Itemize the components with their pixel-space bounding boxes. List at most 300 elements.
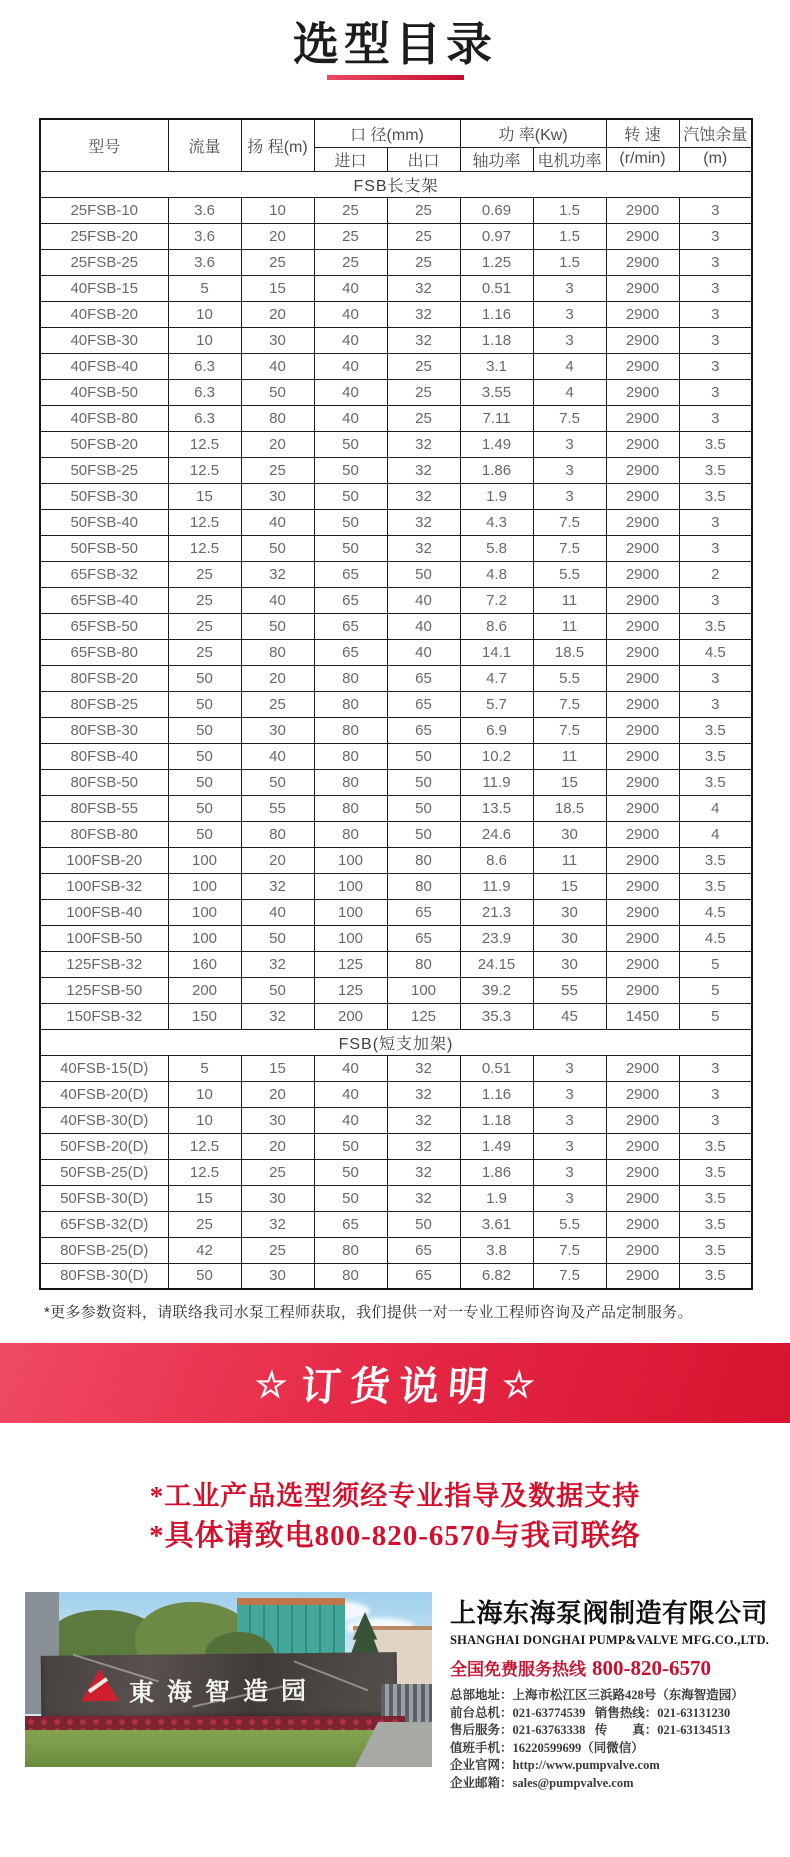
value-cell: 4 [533, 379, 606, 405]
model-cell: 80FSB-80 [40, 821, 168, 847]
value-cell: 0.51 [460, 275, 533, 301]
value-cell: 2900 [606, 275, 679, 301]
value-cell: 30 [241, 1185, 314, 1211]
value-cell: 65 [314, 587, 387, 613]
value-cell: 80 [241, 405, 314, 431]
model-cell: 40FSB-50 [40, 379, 168, 405]
value-cell: 32 [241, 1003, 314, 1029]
value-cell: 11 [533, 743, 606, 769]
value-cell: 40 [314, 379, 387, 405]
value-cell: 3 [679, 353, 752, 379]
model-cell: 65FSB-50 [40, 613, 168, 639]
value-cell: 15 [168, 1185, 241, 1211]
value-cell: 80 [314, 821, 387, 847]
title-underline [327, 75, 464, 80]
value-cell: 2900 [606, 1081, 679, 1107]
value-cell: 100 [314, 873, 387, 899]
value-cell: 25 [387, 223, 460, 249]
model-cell: 80FSB-20 [40, 665, 168, 691]
value-cell: 11.9 [460, 873, 533, 899]
value-cell: 40 [241, 509, 314, 535]
model-cell: 100FSB-20 [40, 847, 168, 873]
header-model: 型号 [40, 119, 168, 171]
table-row [40, 535, 752, 561]
value-cell: 65 [314, 613, 387, 639]
header-flow: 流量 [168, 119, 241, 171]
value-cell: 42 [168, 1237, 241, 1263]
table-header-row-1 [40, 119, 752, 147]
value-cell: 20 [241, 665, 314, 691]
value-cell: 45 [533, 1003, 606, 1029]
value-cell: 25 [168, 587, 241, 613]
value-cell: 2900 [606, 587, 679, 613]
value-cell: 5 [168, 1055, 241, 1081]
value-cell: 12.5 [168, 1133, 241, 1159]
table-footnote: *更多参数资料，请联络我司水泵工程师获取，我们提供一对一专业工程师咨询及产品定制服务。 [44, 1304, 693, 1321]
value-cell: 1.18 [460, 327, 533, 353]
header-motor-power: 电机功率 [533, 147, 606, 171]
model-cell: 125FSB-50 [40, 977, 168, 1003]
table-row [40, 639, 752, 665]
value-cell: 50 [314, 431, 387, 457]
value-cell: 65 [314, 1211, 387, 1237]
table-row [40, 795, 752, 821]
table-row [40, 275, 752, 301]
value-cell: 3 [533, 1081, 606, 1107]
value-cell: 3.5 [679, 873, 752, 899]
company-contact-lines [450, 1687, 786, 1793]
table-row [40, 379, 752, 405]
value-cell: 3.6 [168, 197, 241, 223]
value-cell: 32 [387, 509, 460, 535]
value-cell: 50 [241, 535, 314, 561]
value-cell: 20 [241, 223, 314, 249]
value-cell: 50 [387, 795, 460, 821]
value-cell: 2900 [606, 1237, 679, 1263]
value-cell: 3.5 [679, 1159, 752, 1185]
table-row [40, 1081, 752, 1107]
value-cell: 13.5 [460, 795, 533, 821]
value-cell: 2900 [606, 249, 679, 275]
value-cell: 55 [533, 977, 606, 1003]
model-cell: 100FSB-40 [40, 899, 168, 925]
value-cell: 30 [533, 951, 606, 977]
value-cell: 65 [387, 925, 460, 951]
value-cell: 15 [241, 275, 314, 301]
value-cell: 1.16 [460, 1081, 533, 1107]
value-cell: 50 [168, 665, 241, 691]
model-cell: 40FSB-40 [40, 353, 168, 379]
value-cell: 80 [314, 1263, 387, 1289]
value-cell: 7.2 [460, 587, 533, 613]
value-cell: 8.6 [460, 847, 533, 873]
value-cell: 2900 [606, 665, 679, 691]
value-cell: 3 [679, 197, 752, 223]
value-cell: 7.5 [533, 717, 606, 743]
contact-line-address: 总部地址：上海市松江区三浜路428号（东海智造园） [450, 1688, 744, 1702]
table-row [40, 483, 752, 509]
contact-line-service-fax: 售后服务：021-63763338 传 真：021-63134513 [450, 1723, 731, 1738]
value-cell: 50 [168, 769, 241, 795]
value-cell: 2900 [606, 1185, 679, 1211]
value-cell: 3.5 [679, 1133, 752, 1159]
value-cell: 3 [533, 1159, 606, 1185]
value-cell: 11 [533, 847, 606, 873]
value-cell: 2900 [606, 509, 679, 535]
value-cell: 32 [387, 1133, 460, 1159]
value-cell: 32 [387, 1107, 460, 1133]
value-cell: 14.1 [460, 639, 533, 665]
model-cell: 80FSB-55 [40, 795, 168, 821]
value-cell: 3.5 [679, 1211, 752, 1237]
value-cell: 25 [168, 1211, 241, 1237]
star-icon: ☆ [500, 1363, 537, 1405]
value-cell: 3 [679, 301, 752, 327]
value-cell: 3.5 [679, 1263, 752, 1289]
value-cell: 50 [314, 1159, 387, 1185]
value-cell: 2900 [606, 769, 679, 795]
model-cell: 80FSB-50 [40, 769, 168, 795]
value-cell: 32 [387, 1081, 460, 1107]
value-cell: 2900 [606, 873, 679, 899]
value-cell: 2900 [606, 847, 679, 873]
value-cell: 3.5 [679, 717, 752, 743]
value-cell: 21.3 [460, 899, 533, 925]
table-section-label: FSB长支架 [40, 171, 752, 197]
value-cell: 8.6 [460, 613, 533, 639]
value-cell: 32 [387, 1159, 460, 1185]
value-cell: 32 [241, 873, 314, 899]
value-cell: 2900 [606, 483, 679, 509]
header-diameter: 口 径(mm) [314, 119, 460, 147]
value-cell: 4.3 [460, 509, 533, 535]
table-row [40, 405, 752, 431]
value-cell: 65 [387, 665, 460, 691]
value-cell: 10 [168, 301, 241, 327]
value-cell: 32 [387, 275, 460, 301]
value-cell: 32 [241, 1211, 314, 1237]
model-cell: 50FSB-30(D) [40, 1185, 168, 1211]
value-cell: 3 [679, 379, 752, 405]
value-cell: 2900 [606, 1263, 679, 1289]
model-cell: 125FSB-32 [40, 951, 168, 977]
value-cell: 2900 [606, 951, 679, 977]
value-cell: 18.5 [533, 639, 606, 665]
value-cell: 4.5 [679, 639, 752, 665]
value-cell: 40 [241, 899, 314, 925]
table-row [40, 1185, 752, 1211]
value-cell: 65 [387, 1237, 460, 1263]
value-cell: 25 [241, 1237, 314, 1263]
table-row [40, 899, 752, 925]
value-cell: 100 [168, 847, 241, 873]
value-cell: 10 [168, 1081, 241, 1107]
table-row [40, 717, 752, 743]
table-row [40, 613, 752, 639]
model-cell: 40FSB-30(D) [40, 1107, 168, 1133]
value-cell: 3.1 [460, 353, 533, 379]
order-info-banner [0, 1343, 790, 1423]
contact-line-website: 企业官网：http://www.pumpvalve.com [450, 1758, 660, 1773]
table-row [40, 847, 752, 873]
value-cell: 25 [387, 249, 460, 275]
value-cell: 100 [168, 873, 241, 899]
model-cell: 50FSB-40 [40, 509, 168, 535]
value-cell: 100 [314, 847, 387, 873]
value-cell: 30 [241, 483, 314, 509]
value-cell: 2900 [606, 301, 679, 327]
table-row [40, 977, 752, 1003]
table-row [40, 1107, 752, 1133]
order-banner-text [253, 1355, 537, 1412]
value-cell: 2900 [606, 743, 679, 769]
value-cell: 24.15 [460, 951, 533, 977]
value-cell: 3.6 [168, 223, 241, 249]
value-cell: 80 [241, 821, 314, 847]
value-cell: 3 [679, 1055, 752, 1081]
value-cell: 15 [241, 1055, 314, 1081]
value-cell: 25 [387, 353, 460, 379]
value-cell: 30 [241, 1107, 314, 1133]
value-cell: 30 [241, 327, 314, 353]
value-cell: 10 [168, 1107, 241, 1133]
value-cell: 5.5 [533, 561, 606, 587]
value-cell: 40 [387, 587, 460, 613]
value-cell: 1.18 [460, 1107, 533, 1133]
value-cell: 32 [387, 1055, 460, 1081]
value-cell: 40 [241, 587, 314, 613]
value-cell: 50 [314, 535, 387, 561]
header-outlet: 出口 [387, 147, 460, 171]
value-cell: 25 [241, 457, 314, 483]
value-cell: 1.25 [460, 249, 533, 275]
value-cell: 30 [533, 821, 606, 847]
value-cell: 32 [387, 301, 460, 327]
value-cell: 0.69 [460, 197, 533, 223]
value-cell: 35.3 [460, 1003, 533, 1029]
value-cell: 3 [679, 1081, 752, 1107]
table-row [40, 1003, 752, 1029]
factory-photo [25, 1592, 432, 1767]
value-cell: 39.2 [460, 977, 533, 1003]
value-cell: 40 [314, 353, 387, 379]
company-name: 上海东海泵阀制造有限公司 [450, 1598, 769, 1628]
contact-line-email: 企业邮箱：sales@pumpvalve.com [450, 1775, 634, 1790]
value-cell: 40 [314, 1081, 387, 1107]
value-cell: 6.9 [460, 717, 533, 743]
value-cell: 2 [679, 561, 752, 587]
value-cell: 3 [533, 1055, 606, 1081]
value-cell: 3 [679, 405, 752, 431]
value-cell: 1.49 [460, 1133, 533, 1159]
value-cell: 3 [679, 1107, 752, 1133]
value-cell: 40 [314, 327, 387, 353]
value-cell: 11 [533, 613, 606, 639]
value-cell: 25 [387, 379, 460, 405]
value-cell: 3 [533, 275, 606, 301]
model-cell: 50FSB-20 [40, 431, 168, 457]
order-banner-label: 订货说明 [299, 1364, 499, 1409]
model-cell: 80FSB-40 [40, 743, 168, 769]
value-cell: 2900 [606, 717, 679, 743]
value-cell: 32 [387, 431, 460, 457]
value-cell: 65 [314, 639, 387, 665]
value-cell: 1.86 [460, 457, 533, 483]
value-cell: 2900 [606, 353, 679, 379]
value-cell: 200 [314, 1003, 387, 1029]
value-cell: 50 [168, 1263, 241, 1289]
value-cell: 7.11 [460, 405, 533, 431]
table-row [40, 1263, 752, 1289]
value-cell: 2900 [606, 613, 679, 639]
value-cell: 32 [387, 535, 460, 561]
table-row [40, 925, 752, 951]
table-row [40, 457, 752, 483]
company-hotline [450, 1655, 786, 1681]
value-cell: 3 [533, 301, 606, 327]
hotline-label: 全国免费服务热线 [450, 1660, 586, 1679]
value-cell: 3 [679, 327, 752, 353]
value-cell: 6.3 [168, 379, 241, 405]
table-row [40, 769, 752, 795]
value-cell: 40 [241, 743, 314, 769]
value-cell: 4.8 [460, 561, 533, 587]
value-cell: 2900 [606, 1159, 679, 1185]
model-cell: 40FSB-15(D) [40, 1055, 168, 1081]
value-cell: 23.9 [460, 925, 533, 951]
value-cell: 2900 [606, 431, 679, 457]
value-cell: 12.5 [168, 509, 241, 535]
value-cell: 3 [533, 1185, 606, 1211]
value-cell: 50 [168, 691, 241, 717]
page-title: 选型目录 [293, 18, 497, 70]
value-cell: 3 [679, 587, 752, 613]
value-cell: 1.5 [533, 249, 606, 275]
value-cell: 11.9 [460, 769, 533, 795]
value-cell: 100 [314, 899, 387, 925]
model-cell: 40FSB-30 [40, 327, 168, 353]
value-cell: 2900 [606, 379, 679, 405]
value-cell: 40 [314, 1055, 387, 1081]
value-cell: 3.61 [460, 1211, 533, 1237]
value-cell: 3 [533, 1133, 606, 1159]
value-cell: 80 [314, 743, 387, 769]
value-cell: 125 [314, 951, 387, 977]
model-cell: 65FSB-80 [40, 639, 168, 665]
value-cell: 1.5 [533, 197, 606, 223]
value-cell: 50 [314, 1133, 387, 1159]
value-cell: 4 [679, 795, 752, 821]
value-cell: 20 [241, 301, 314, 327]
value-cell: 25 [314, 249, 387, 275]
value-cell: 10.2 [460, 743, 533, 769]
header-npsh-unit: (m) [679, 147, 752, 171]
value-cell: 40 [241, 353, 314, 379]
value-cell: 12.5 [168, 535, 241, 561]
value-cell: 80 [387, 847, 460, 873]
value-cell: 0.51 [460, 1055, 533, 1081]
model-cell: 80FSB-30 [40, 717, 168, 743]
photo-entrance-wall [41, 1652, 398, 1722]
value-cell: 4.7 [460, 665, 533, 691]
value-cell: 125 [314, 977, 387, 1003]
value-cell: 2900 [606, 977, 679, 1003]
value-cell: 65 [387, 899, 460, 925]
value-cell: 50 [168, 717, 241, 743]
value-cell: 25 [168, 561, 241, 587]
value-cell: 3 [679, 665, 752, 691]
value-cell: 65 [387, 717, 460, 743]
value-cell: 2900 [606, 561, 679, 587]
value-cell: 80 [241, 639, 314, 665]
value-cell: 3 [533, 1107, 606, 1133]
value-cell: 3.5 [679, 847, 752, 873]
model-cell: 50FSB-50 [40, 535, 168, 561]
value-cell: 100 [168, 899, 241, 925]
value-cell: 2900 [606, 795, 679, 821]
table-row [40, 873, 752, 899]
value-cell: 4.5 [679, 925, 752, 951]
value-cell: 2900 [606, 821, 679, 847]
value-cell: 7.5 [533, 405, 606, 431]
table-row [40, 431, 752, 457]
value-cell: 80 [314, 1237, 387, 1263]
value-cell: 5 [679, 951, 752, 977]
model-cell: 100FSB-50 [40, 925, 168, 951]
spec-table-wrap [39, 118, 753, 1290]
value-cell: 2900 [606, 405, 679, 431]
value-cell: 50 [241, 379, 314, 405]
value-cell: 125 [387, 1003, 460, 1029]
value-cell: 50 [314, 483, 387, 509]
value-cell: 12.5 [168, 431, 241, 457]
company-info-block [450, 1593, 786, 1793]
value-cell: 5 [679, 1003, 752, 1029]
value-cell: 6.82 [460, 1263, 533, 1289]
value-cell: 25 [241, 249, 314, 275]
value-cell: 2900 [606, 223, 679, 249]
value-cell: 5.8 [460, 535, 533, 561]
value-cell: 30 [241, 1263, 314, 1289]
table-row [40, 327, 752, 353]
header-inlet: 进口 [314, 147, 387, 171]
model-cell: 40FSB-15 [40, 275, 168, 301]
value-cell: 50 [314, 509, 387, 535]
value-cell: 32 [241, 561, 314, 587]
value-cell: 100 [314, 925, 387, 951]
value-cell: 3.8 [460, 1237, 533, 1263]
value-cell: 25 [168, 613, 241, 639]
value-cell: 55 [241, 795, 314, 821]
value-cell: 50 [387, 743, 460, 769]
value-cell: 15 [168, 483, 241, 509]
value-cell: 80 [314, 717, 387, 743]
value-cell: 1.9 [460, 1185, 533, 1211]
table-row [40, 197, 752, 223]
contact-line-phones: 前台总机：021-63774539 销售热线：021-63131230 [450, 1705, 731, 1720]
value-cell: 2900 [606, 639, 679, 665]
value-cell: 10 [168, 327, 241, 353]
model-cell: 80FSB-25(D) [40, 1237, 168, 1263]
value-cell: 50 [314, 1185, 387, 1211]
value-cell: 20 [241, 431, 314, 457]
value-cell: 25 [387, 405, 460, 431]
table-row [40, 249, 752, 275]
table-row [40, 1211, 752, 1237]
value-cell: 2900 [606, 925, 679, 951]
table-row [40, 665, 752, 691]
value-cell: 50 [387, 1211, 460, 1237]
